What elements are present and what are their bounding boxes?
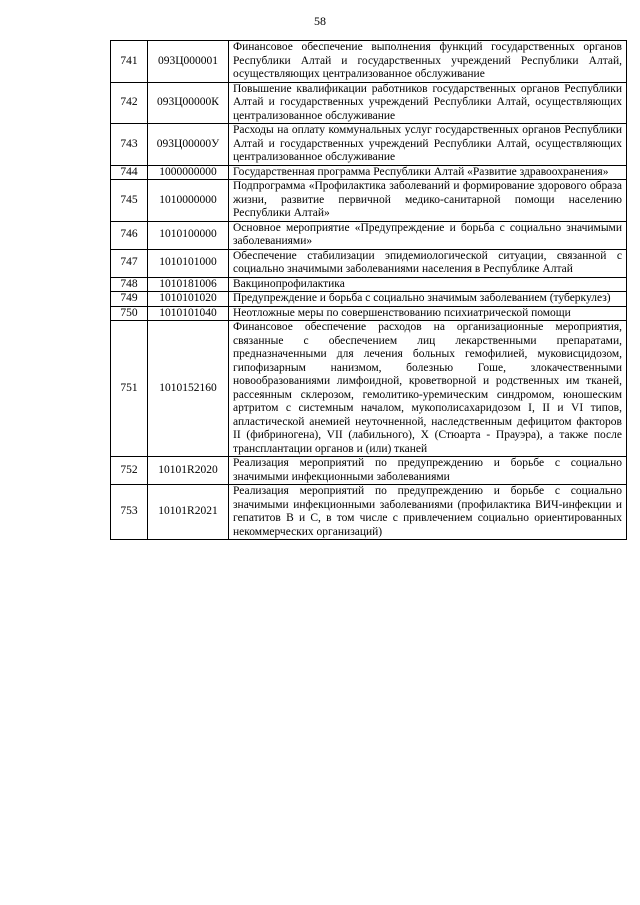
- table-row: [111, 221, 627, 249]
- table-row: [111, 277, 627, 292]
- row-number-cell: 742: [111, 82, 148, 124]
- code-cell: 1010101040: [148, 306, 229, 321]
- code-cell: 10101R2020: [148, 457, 229, 485]
- name-cell: Неотложные меры по совершенствованию психиатрической помощи: [229, 306, 627, 321]
- page-number: 58: [314, 14, 326, 28]
- row-number-cell: 745: [111, 180, 148, 222]
- row-number-cell: 750: [111, 306, 148, 321]
- table-row: [111, 321, 627, 457]
- code-cell: 1010152160: [148, 321, 229, 457]
- row-number-cell: 741: [111, 41, 148, 83]
- code-cell: 1010101020: [148, 292, 229, 307]
- name-cell: Обеспечение стабилизации эпидемиологической ситуации, связанной с социально значимыми заболеваниями населения в Республике Алтай: [229, 249, 627, 277]
- name-cell: Вакцинопрофилактика: [229, 277, 627, 292]
- code-cell: 093Ц00000У: [148, 124, 229, 166]
- name-cell: Подпрограмма «Профилактика заболеваний и формирование здорового образа жизни, развитие первичной медико-санитарной помощи населению Республики Алтай»: [229, 180, 627, 222]
- table-body: [111, 41, 627, 540]
- name-cell: Финансовое обеспечение выполнения функций государственных органов Республики Алтай и государственных учреждений Республики Алтай, осуществляющих централизованное обслуживание: [229, 41, 627, 83]
- name-cell: Финансовое обеспечение расходов на организационные мероприятия, связанные с обеспечением лиц лекарственными препаратами, предназначенными для лечения больных гемофилией, муковисцидозом, гипофизарным нанизмом, болезнью Гоше, злокачественными новообразованиями лимфоидной, кроветворной и родственных им тканей, рассеянным склерозом, гемолитико-уремическим синдромом, юношеским артритом с системным началом, мукополисахаридозом I, II и VI типов, апластической анемией неуточненной, наследственным дефицитом факторов II (фибриногена), VII (лабильного), X (Стюарта - Прауэра), а также после трансплантации органов и (или) тканей: [229, 321, 627, 457]
- table-row: [111, 292, 627, 307]
- table-row: [111, 165, 627, 180]
- code-cell: 10101R2021: [148, 485, 229, 540]
- table-row: [111, 82, 627, 124]
- row-number-cell: 744: [111, 165, 148, 180]
- row-number-cell: 751: [111, 321, 148, 457]
- code-cell: 1000000000: [148, 165, 229, 180]
- table-row: [111, 485, 627, 540]
- row-number-cell: 752: [111, 457, 148, 485]
- code-cell: 1010101000: [148, 249, 229, 277]
- row-number-cell: 743: [111, 124, 148, 166]
- budget-classification-table: [110, 40, 627, 540]
- name-cell: Государственная программа Республики Алтай «Развитие здравоохранения»: [229, 165, 627, 180]
- table-row: [111, 249, 627, 277]
- name-cell: Основное мероприятие «Предупреждение и борьба с социально значимыми заболеваниями»: [229, 221, 627, 249]
- row-number-cell: 753: [111, 485, 148, 540]
- code-cell: 093Ц000001: [148, 41, 229, 83]
- table-row: [111, 457, 627, 485]
- name-cell: Расходы на оплату коммунальных услуг государственных органов Республики Алтай и государственных учреждений Республики Алтай, осуществляющих централизованное обслуживание: [229, 124, 627, 166]
- code-cell: 093Ц00000К: [148, 82, 229, 124]
- row-number-cell: 749: [111, 292, 148, 307]
- name-cell: Реализация мероприятий по предупреждению и борьбе с социально значимыми инфекционными заболеваниями: [229, 457, 627, 485]
- name-cell: Реализация мероприятий по предупреждению и борьбе с социально значимыми инфекционными заболеваниями (профилактика ВИЧ-инфекции и гепатитов В и С, в том числе с привлечением социально ориентированных некоммерческих организаций): [229, 485, 627, 540]
- name-cell: Повышение квалификации работников государственных органов Республики Алтай и государственных учреждений Республики Алтай, осуществляющих централизованное обслуживание: [229, 82, 627, 124]
- code-cell: 1010100000: [148, 221, 229, 249]
- row-number-cell: 747: [111, 249, 148, 277]
- name-cell: Предупреждение и борьба с социально значимым заболеванием (туберкулез): [229, 292, 627, 307]
- code-cell: 1010181006: [148, 277, 229, 292]
- table-row: [111, 306, 627, 321]
- table-row: [111, 124, 627, 166]
- table-row: [111, 180, 627, 222]
- code-cell: 1010000000: [148, 180, 229, 222]
- table-row: [111, 41, 627, 83]
- row-number-cell: 746: [111, 221, 148, 249]
- row-number-cell: 748: [111, 277, 148, 292]
